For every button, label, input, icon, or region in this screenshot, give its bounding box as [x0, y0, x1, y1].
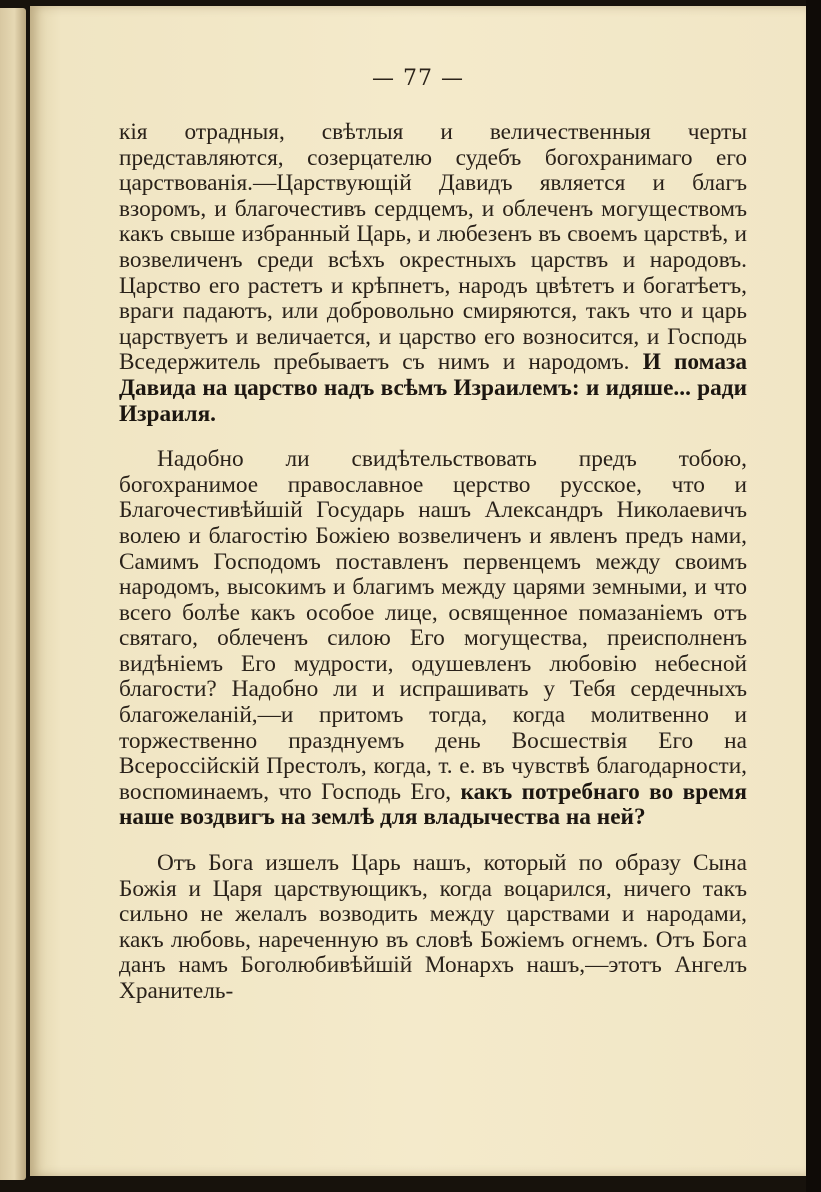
body-text — [119, 120, 747, 1005]
paragraph-3 — [119, 851, 747, 1005]
paragraph-2-emphasis: какъ потребнаго во время наше воздвигъ на землѣ для владычества на ней? — [119, 778, 748, 831]
paragraph-1 — [119, 120, 747, 427]
page-number: — 77 — — [372, 66, 464, 91]
paragraph-3-text: Отъ Бога изшелъ Царь нашъ, который по образу Сына Божія и Царя царствующикъ, когда воцарился, ничего такъ сильно не желалъ возводить между царствами и народами, какъ любовь, нареченную въ словѣ Божіемъ огнемъ. Отъ Бога данъ намъ Боголюбивѣйшій Монархъ нашъ,—этотъ Ангелъ Хранитель- — [119, 850, 747, 1004]
paragraph-1-text: кія отрадныя, свѣтлыя и величественныя черты представляются, созерцателю судебъ богохранимаго его царствованія.—Царствующій Давидъ является и благъ взоромъ, и благочестивъ сердцемъ, и облеченъ могуществомъ какъ свыше избранный Царь, и любезенъ въ своемъ царствѣ, и возвеличенъ среди всѣхъ окрестныхъ царствъ и народовъ. Царство его растетъ и крѣпнетъ, народъ цвѣтетъ и богатѣетъ, враги падаютъ, или добровольно смиряются, такъ что и царь царствуетъ и величается, и царство его возносится, и Господь Вседержитель пребываетъ съ нимъ и народомъ. — [119, 119, 747, 376]
left-page-edge — [0, 8, 26, 1180]
paragraph-2-text: Надобно ли свидѣтельствовать предъ тобою, богохранимое православное церство русское, что и Благочестивѣйшій Государь нашъ Александръ Николаевичъ волею и благостію Божіею возвеличенъ и явленъ предъ нами, Самимъ Господомъ поставленъ первенцемъ между своимъ народомъ, высокимъ и благимъ между царями земными, и что всего болѣе какъ особое лице, освященное помазаніемъ отъ святаго, облеченъ силою Его могущества, преисполненъ видѣніемъ Его мудрости, одушевленъ любовію небесной благости? Надобно ли и испрашивать у Тебя сердечныхъ благожеланій,—и притомъ тогда, когда молитвенно и торжественно празднуемъ день Восшествія Его на Всероссійскій Престолъ, когда, т. е. въ чувствѣ благодарности, воспоминаемъ, что Господь Его, — [119, 446, 747, 805]
scan-border-right — [806, 0, 821, 1192]
paragraph-1-emphasis: И помаза Давида на царство надъ всѣмъ Израилемъ: и идяше... ради Израиля. — [119, 349, 747, 427]
paragraph-2 — [119, 447, 747, 831]
page-sheet — [30, 6, 806, 1176]
